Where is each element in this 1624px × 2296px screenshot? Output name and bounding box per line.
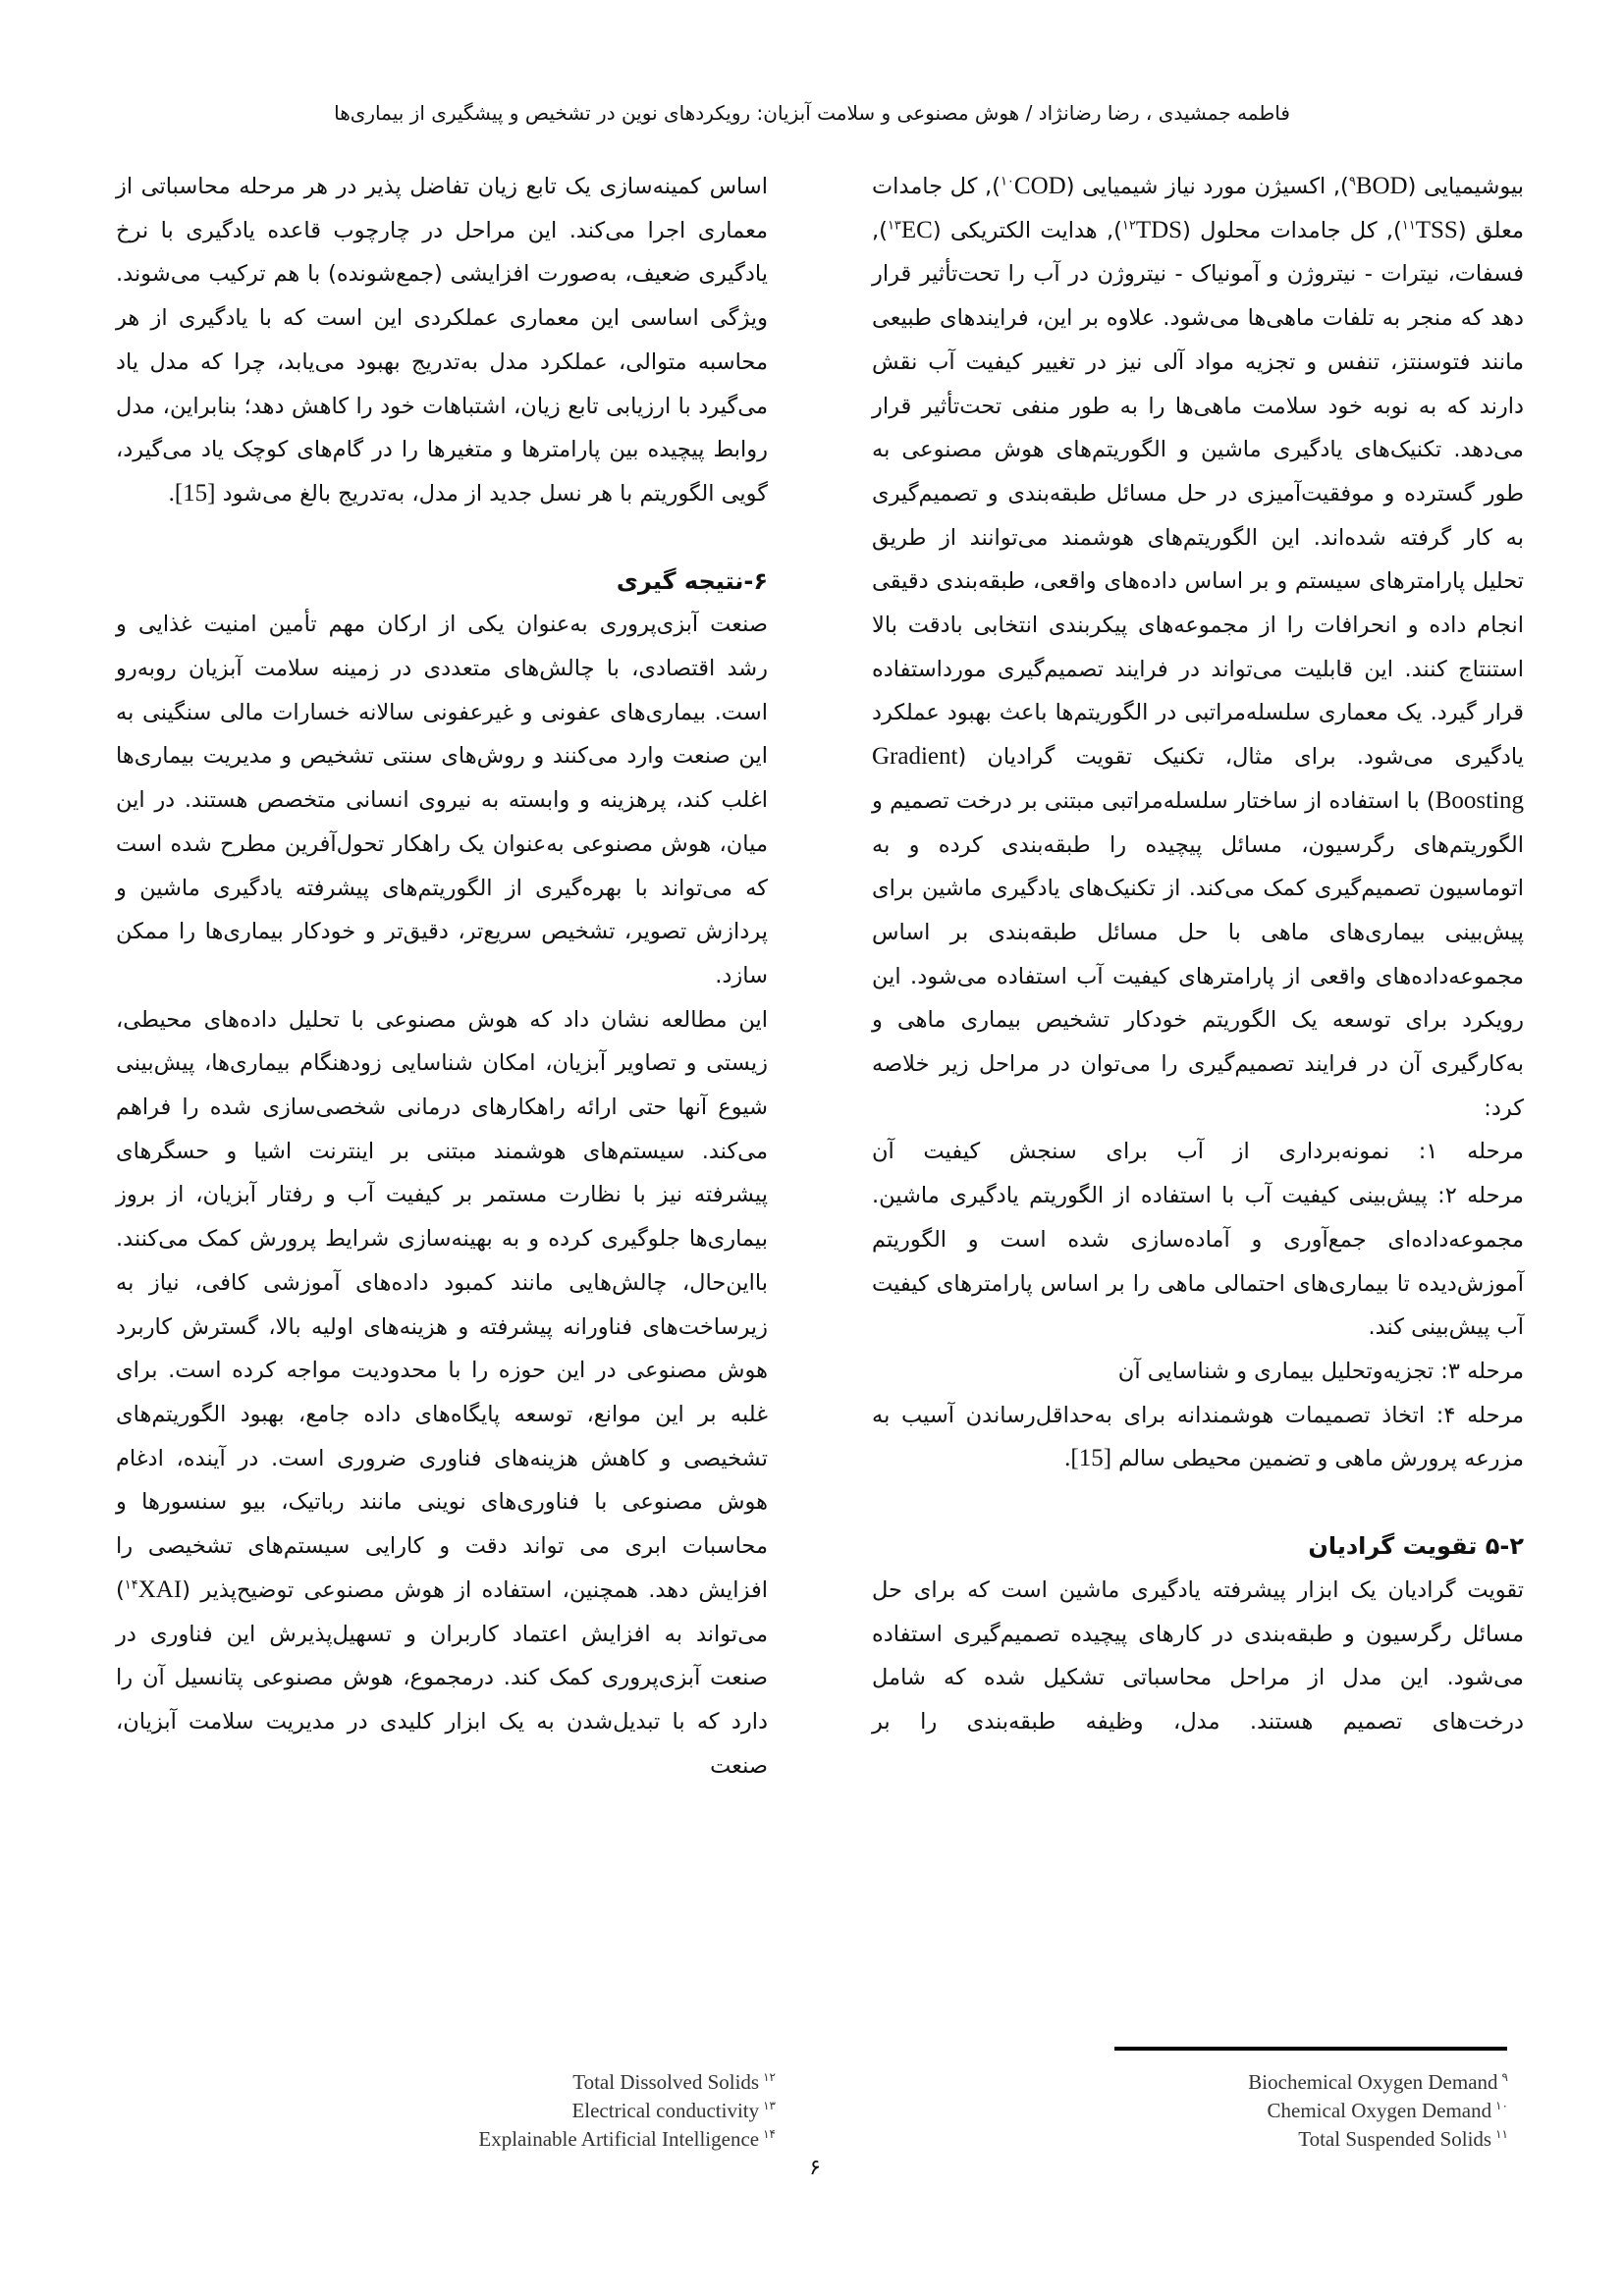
footnote-ref[interactable]: ۱۴ [124, 1577, 138, 1593]
running-header: فاطمه جمشیدی ، رضا رضانژاد / هوش مصنوعی و سلامت آبزیان: رویکردهای نوین در تشخیص و پیشگیری از بیماری‌ها [334, 101, 1290, 125]
footnote-ref[interactable]: ۱۰ [1000, 174, 1014, 189]
body-paragraph: این مطالعه نشان داد که هوش مصنوعی با تحلیل داده‌های محیطی، زیستی و تصاویر آبزیان، امکان شناسایی زودهنگام بیماری‌ها، پیش‌بینی شیوع آنها حتی ارائه راهکارهای درمانی شخصی‌سازی شده را فراهم می‌کند. سیستم‌های هوشمند مبتنی بر اینترنت اشیا و حسگرهای پیشرفته نیز با نظارت مستمر بر کیفیت آب و رفتار آبزیان، از بروز بیماری‌ها جلوگیری کرده و به بهینه‌سازی شرایط پرورش کمک می‌کنند. بااین‌حال، چالش‌هایی مانند کمبود داده‌های آموزشی کافی، نیاز به زیرساخت‌های فناورانه پیشرفته و هزینه‌های اولیه بالا، گسترش کاربرد هوش مصنوعی در این حوزه را با محدودیت مواجه کرده است. برای غلبه بر این موانع، توسعه پایگاه‌های داده جامع، بهبود الگوریتم‌های تشخیصی و کاهش هزینه‌های فناوری ضروری است. در آینده، ادغام هوش مصنوعی با فناوری‌های نوینی مانند رباتیک، بیو سنسورها و محاسبات ابری می تواند دقت و کارایی سیستم‌های تشخیصی را افزایش دهد. همچنین، استفاده از هوش مصنوعی توضیح‌پذیر (XAI$^{۱۴}$) می‌تواند به افزایش اعتماد کاربران و تسهیل‌پذیرش این فناوری در صنعت آبزی‌پروری کمک کند. درمجموع، هوش مصنوعی پتانسیل آن را دارد که با تبدیل‌شدن به یک ابزار کلیدی در مدیریت سلامت آبزیان، صنعت [116, 1006, 768, 1779]
body-paragraph: بیوشیمیایی (BOD$^۹$), اکسیژن مورد نیاز شیمیایی (COD$^{۱۰}$), کل جامدات معلق (TSS$^{۱۱}$), کل جامدات محلول (TDS$^{۱۲}$), هدایت الکتریکی (EC$^{۱۳}$), فسفات، نیترات - نیتروژن و آمونیاک - نیتروژن در آب را تحت‌تأثیر قرار دهد که منجر به تلفات ماهی‌ها می‌شود. علاوه بر این، فرایندهای طبیعی مانند فتوسنتز، تنفس و تجزیه مواد آلی نیز در تغییر کیفیت آب نقش دارند که به نوبه خود سلامت ماهی‌ها را به طور منفی تحت‌تأثیر قرار می‌دهد. تکنیک‌های یادگیری ماشین و الگوریتم‌های هوش مصنوعی به طور گسترده و موفقیت‌آمیزی در حل مسائل طبقه‌بندی و تصمیم‌گیری به کار گرفته شده‌اند. این الگوریتم‌های هوشمند می‌توانند از طریق تحلیل پارامترهای سیستم و بر اساس داده‌های واقعی، طبقه‌بندی دقیقی انجام داده و انحرافات را از مجموعه‌های پیکربندی انتخابی بادقت بالا استنتاج کنند. این قابلیت می‌تواند در فرایند تصمیم‌گیری مورداستفاده قرار گیرد. یک معماری سلسله‌مراتبی در الگوریتم‌ها باعث بهبود عملکرد یادگیری می‌شود. برای مثال، تکنیک تقویت گرادیان (Gradient Boosting) با استفاده از ساختار سلسله‌مراتبی مبتنی بر درخت تصمیم و الگوریتم‌های رگرسیون، مسائل پیچیده را طبقه‌بندی کرده و به اتوماسیون تصمیم‌گیری کمک می‌کند. از تکنیک‌های یادگیری ماشین برای پیش‌بینی بیماری‌های ماهی با حل مسائل طبقه‌بندی بر اساس مجموعه‌داده‌های واقعی از پارامترهای کیفیت آب استفاده می‌شود. این رویکرد برای توسعه یک الگوریتم خودکار تشخیص بیماری ماهی و به‌کارگیری آن در فرایند تصمیم‌گیری را می‌توان در مراحل زیر خلاصه کرد: [872, 173, 1524, 1121]
step-3: مرحله ۳: تجزیه‌وتحلیل بیماری و شناسایی آن [1117, 1358, 1524, 1384]
step-2: مرحله ۲: پیش‌بینی کیفیت آب با استفاده از الگوریتم یادگیری ماشین. مجموعه‌داده‌ای جمع‌آوری و آماده‌سازی شده است و الگوریتم آموزش‌دیده تا بیماری‌های احتمالی ماهی را بر اساس پارامترهای کیفیت آب پیش‌بینی کند. [872, 1183, 1524, 1341]
footnote-item: Total Dissolved Solids $^{۱۲}$ [572, 2070, 776, 2094]
citation[interactable]: [15]. [168, 479, 216, 507]
term-gradient-boosting: Gradient Boosting [872, 743, 1524, 814]
footnote-item: Chemical Oxygen Demand $^{۱۰}$ [1267, 2099, 1508, 2122]
footnote-ref[interactable]: ۹ [1348, 174, 1356, 189]
body-paragraph: اساس کمینه‌سازی یک تابع زیان تفاضل پذیر در هر مرحله محاسباتی از معماری اجرا می‌کند. این مراحل در چارچوب قاعده یادگیری با نرخ یادگیری ضعیف، به‌صورت افزایشی (جمع‌شونده) با هم ترکیب می‌شوند. ویژگی اساسی این معماری عملکردی این است که با یادگیری از هر محاسبه متوالی، عملکرد مدل به‌تدریج بهبود می‌یابد، چرا که مدل یاد می‌گیرد با ارزیابی تابع زیان، اشتباهات خود را کاهش دهد؛ بنابراین، مدل روابط پیچیده بین پارامترها و متغیرها را در گام‌های کوچک یاد می‌گیرد، گویی الگوریتم با هر نسل جدید از مدل، به‌تدریج بالغ می‌شود [15]. [116, 174, 768, 507]
right-column [872, 165, 1524, 1744]
abbr-tds: TDS [1135, 216, 1183, 243]
body-paragraph: تقویت گرادیان یک ابزار پیشرفته یادگیری ماشین است که برای حل مسائل رگرسیون و طبقه‌بندی در کارهای پیچیده تصمیم‌گیری استفاده می‌شود. این مدل از مراحل محاسباتی تشکیل شده که شامل درخت‌های تصمیم هستند. مدل، وظیفه طبقه‌بندی را بر [872, 1576, 1524, 1735]
section-heading-gradient-boosting: ۵-۲ تقویت گرادیان [1308, 1532, 1524, 1561]
abbr-tss: TSS [1415, 216, 1458, 243]
footnote-item: Electrical conductivity $^{۱۳}$ [571, 2099, 776, 2122]
left-column [116, 165, 768, 1788]
footnotes-left [295, 2065, 776, 2151]
step-1: مرحله ۱: نمونه‌برداری از آب برای سنجش کیفیت آن [872, 1139, 1524, 1165]
abbr-ec: EC [900, 216, 933, 243]
section-heading-conclusion: ۶-نتیجه گیری [616, 566, 768, 595]
footnote-item: Total Suspended Solids $^{۱۱}$ [1298, 2127, 1508, 2151]
citation[interactable]: [15]. [1064, 1445, 1112, 1472]
footnote-ref[interactable]: ۱۱ [1401, 218, 1416, 234]
footnote-ref[interactable]: ۱۲ [1121, 218, 1136, 234]
footnote-separator [1114, 2047, 1507, 2051]
abbr-cod: COD [1013, 173, 1066, 199]
abbr-xai: XAI [137, 1575, 183, 1603]
body-paragraph: صنعت آبزی‌پروری به‌عنوان یکی از ارکان مهم تأمین امنیت غذایی و رشد اقتصادی، با چالش‌های متعددی در زمینه سلامت آبزیان روبه‌رو است. بیماری‌های عفونی و غیرعفونی سالانه خسارات مالی سنگینی به این صنعت وارد می‌کنند و روش‌های سنتی تشخیص و مدیریت بیماری‌ها اغلب کند، پرهزینه و وابسته به نیروی انسانی متخصص هستند. در این میان، هوش مصنوعی به‌عنوان یک راهکار تحول‌آفرین مطرح شده است که می‌تواند با بهره‌گیری از الگوریتم‌های پیشرفته یادگیری ماشین و پردازش تصویر، تشخیص سریع‌تر، دقیق‌تر و خودکار بیماری‌ها را ممکن سازد. [116, 612, 768, 988]
footnotes-right [1017, 2065, 1508, 2151]
abbr-bod: BOD [1355, 173, 1408, 199]
step-4: مرحله ۴: اتخاذ تصمیمات هوشمندانه برای به‌حداقل‌رساندن آسیب به مزرعه پرورش ماهی و تضمین محیطی سالم [15]. [872, 1402, 1524, 1472]
footnote-item: Biochemical Oxygen Demand $^۹$ [1248, 2070, 1508, 2094]
footnote-ref[interactable]: ۱۳ [887, 218, 901, 234]
footnote-item: Explainable Artificial Intelligence $^{۱۴}$ [478, 2127, 776, 2151]
page-number: ۶ [809, 2156, 821, 2180]
